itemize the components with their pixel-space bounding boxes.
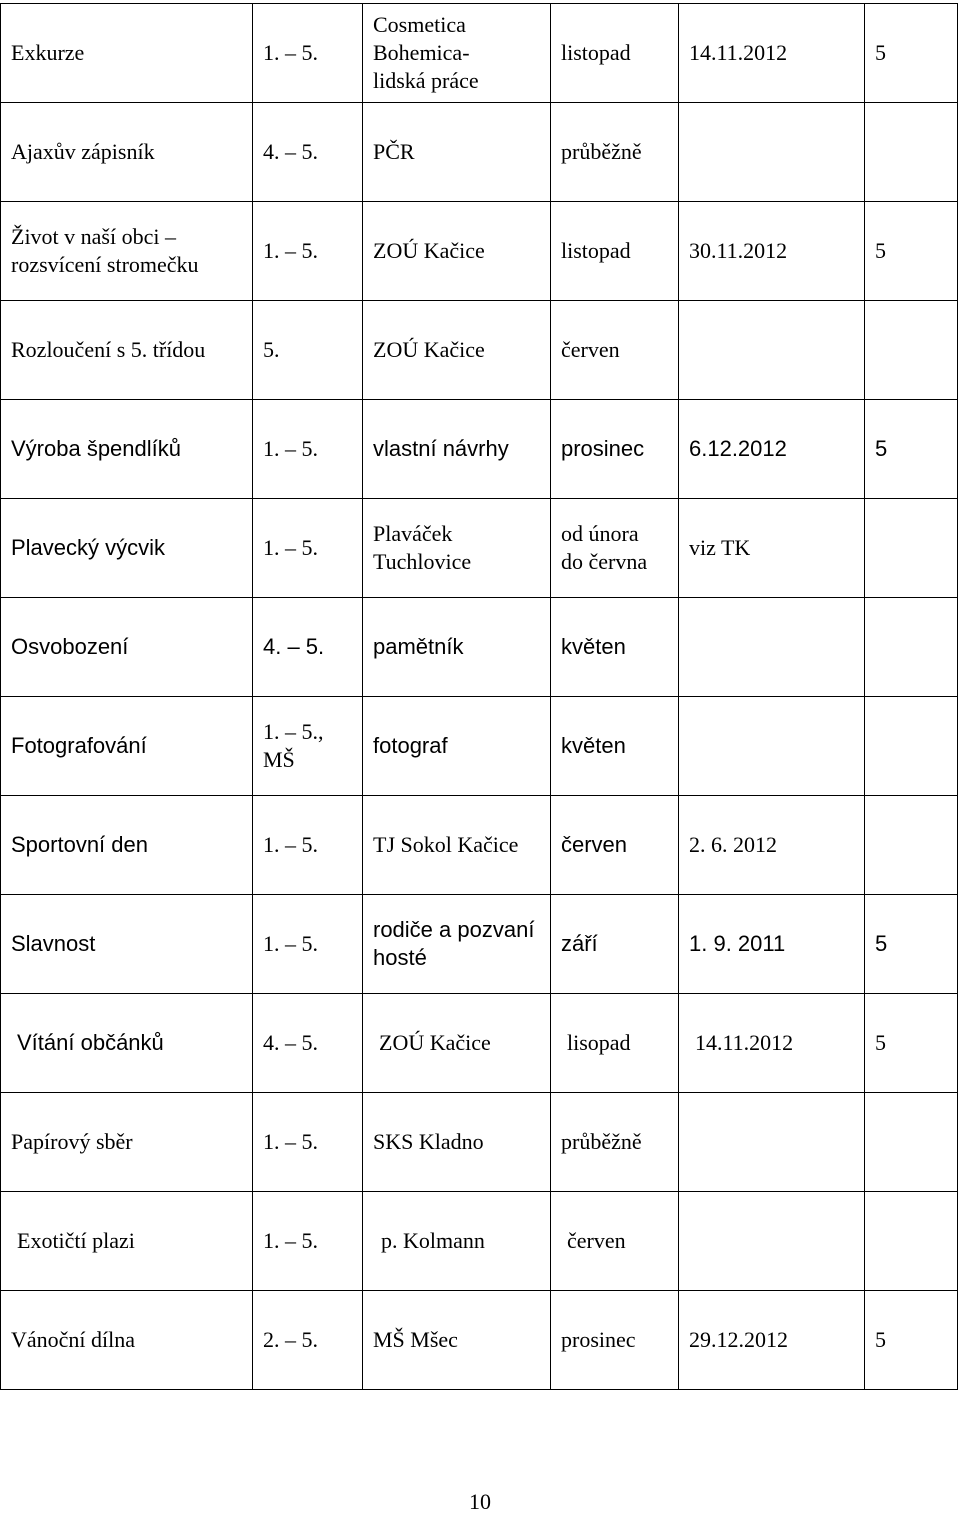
date: 1. 9. 2011 — [679, 895, 865, 994]
grade-range: 4. – 5. — [253, 103, 363, 202]
count: 5 — [865, 994, 958, 1093]
month: listopad — [551, 202, 679, 301]
partner: ZOÚ Kačice — [363, 202, 551, 301]
grade-range: 1. – 5. — [253, 895, 363, 994]
month: listopad — [551, 4, 679, 103]
activity-name: Exotičtí plazi — [1, 1192, 253, 1291]
count — [865, 796, 958, 895]
activity-name: Plavecký výcvik — [1, 499, 253, 598]
activity-name: Osvobození — [1, 598, 253, 697]
grade-range: 4. – 5. — [253, 598, 363, 697]
table-row — [1, 4, 958, 103]
grade-range: 4. – 5. — [253, 994, 363, 1093]
table-row — [1, 1093, 958, 1192]
count: 5 — [865, 1291, 958, 1390]
date — [679, 1093, 865, 1192]
partner: ZOÚ Kačice — [363, 994, 551, 1093]
count: 5 — [865, 4, 958, 103]
table-row — [1, 202, 958, 301]
activity-name: Život v naší obci – rozsvícení stromečku — [1, 202, 253, 301]
partner: SKS Kladno — [363, 1093, 551, 1192]
month: prosinec — [551, 1291, 679, 1390]
table-row — [1, 400, 958, 499]
month: květen — [551, 598, 679, 697]
table-row — [1, 895, 958, 994]
activity-name: Slavnost — [1, 895, 253, 994]
table-row — [1, 994, 958, 1093]
month: červen — [551, 1192, 679, 1291]
count: 5 — [865, 895, 958, 994]
partner: Plaváček Tuchlovice — [363, 499, 551, 598]
activity-name: Exkurze — [1, 4, 253, 103]
table-row — [1, 103, 958, 202]
partner: Cosmetica Bohemica- lidská práce — [363, 4, 551, 103]
activity-name: Sportovní den — [1, 796, 253, 895]
partner: MŠ Mšec — [363, 1291, 551, 1390]
partner: rodiče a pozvaní hosté — [363, 895, 551, 994]
table-row — [1, 598, 958, 697]
date: viz TK — [679, 499, 865, 598]
count — [865, 301, 958, 400]
activity-name: Papírový sběr — [1, 1093, 253, 1192]
date: 2. 6. 2012 — [679, 796, 865, 895]
date — [679, 103, 865, 202]
month: průběžně — [551, 1093, 679, 1192]
activity-name: Ajaxův zápisník — [1, 103, 253, 202]
date: 6.12.2012 — [679, 400, 865, 499]
grade-range: 1. – 5. — [253, 4, 363, 103]
grade-range: 1. – 5. — [253, 1093, 363, 1192]
count — [865, 697, 958, 796]
month: od února do června — [551, 499, 679, 598]
activity-name: Vítání občánků — [1, 994, 253, 1093]
table-row — [1, 499, 958, 598]
month: září — [551, 895, 679, 994]
date — [679, 1192, 865, 1291]
grade-range: 1. – 5. — [253, 202, 363, 301]
grade-range: 2. – 5. — [253, 1291, 363, 1390]
count — [865, 1093, 958, 1192]
date: 14.11.2012 — [679, 4, 865, 103]
grade-range: 1. – 5. — [253, 400, 363, 499]
activities-table — [0, 3, 958, 1390]
table-row — [1, 796, 958, 895]
month: červen — [551, 301, 679, 400]
date: 30.11.2012 — [679, 202, 865, 301]
partner: vlastní návrhy — [363, 400, 551, 499]
count — [865, 103, 958, 202]
partner: fotograf — [363, 697, 551, 796]
month: průběžně — [551, 103, 679, 202]
date: 14.11.2012 — [679, 994, 865, 1093]
count — [865, 499, 958, 598]
grade-range: 5. — [253, 301, 363, 400]
activity-name: Výroba špendlíků — [1, 400, 253, 499]
page-number: 10 — [469, 1489, 491, 1514]
date — [679, 598, 865, 697]
date — [679, 697, 865, 796]
grade-range: 1. – 5. — [253, 499, 363, 598]
grade-range: 1. – 5. — [253, 1192, 363, 1291]
activity-name: Rozloučení s 5. třídou — [1, 301, 253, 400]
table-row — [1, 1291, 958, 1390]
count — [865, 1192, 958, 1291]
partner: pamětník — [363, 598, 551, 697]
table-row — [1, 697, 958, 796]
date: 29.12.2012 — [679, 1291, 865, 1390]
partner: PČR — [363, 103, 551, 202]
activity-name: Fotografování — [1, 697, 253, 796]
count: 5 — [865, 400, 958, 499]
partner: p. Kolmann — [363, 1192, 551, 1291]
month: květen — [551, 697, 679, 796]
month: lisopad — [551, 994, 679, 1093]
month: prosinec — [551, 400, 679, 499]
grade-range: 1. – 5. — [253, 796, 363, 895]
count — [865, 598, 958, 697]
partner: TJ Sokol Kačice — [363, 796, 551, 895]
activity-name: Vánoční dílna — [1, 1291, 253, 1390]
month: červen — [551, 796, 679, 895]
table-row — [1, 301, 958, 400]
date — [679, 301, 865, 400]
partner: ZOÚ Kačice — [363, 301, 551, 400]
grade-range: 1. – 5., MŠ — [253, 697, 363, 796]
count: 5 — [865, 202, 958, 301]
table-row — [1, 1192, 958, 1291]
